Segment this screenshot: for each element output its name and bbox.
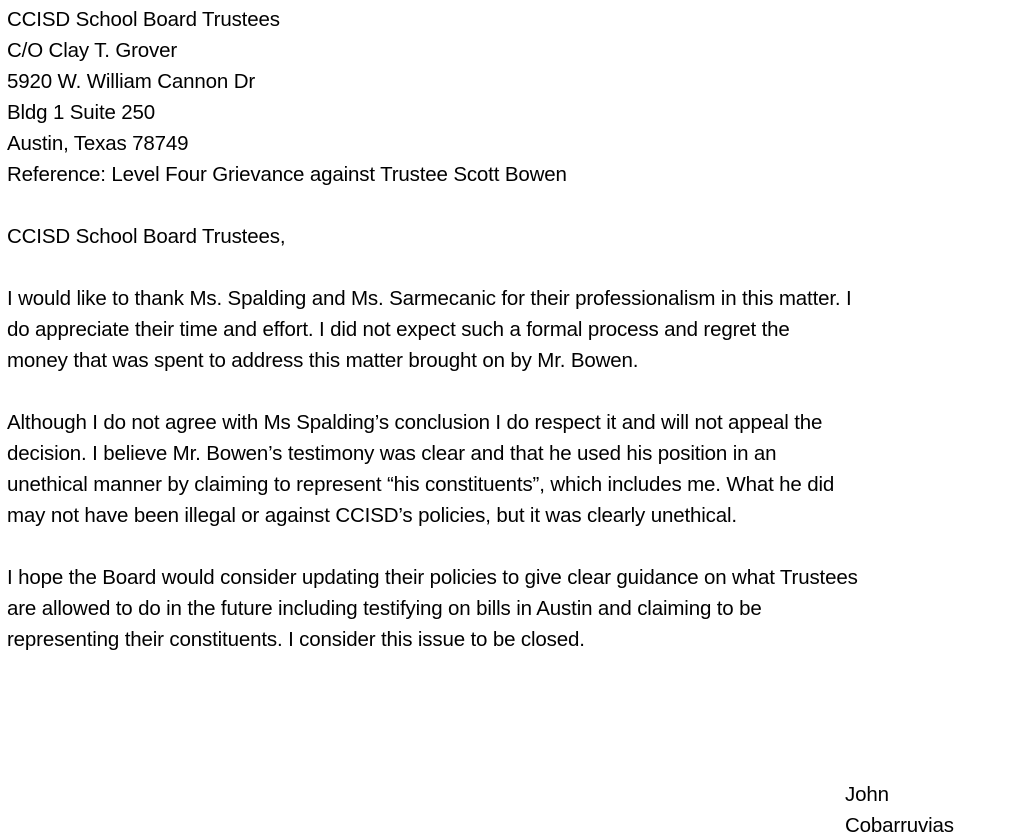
paragraph-line: do appreciate their time and effort. I did not expect such a formal process and regret the	[7, 318, 790, 341]
address-line: Austin, Texas 78749	[7, 132, 189, 155]
salutation	[7, 221, 1017, 252]
address-line: 5920 W. William Cannon Dr	[7, 70, 256, 93]
paragraph-line: unethical manner by claiming to represent “his constituents”, which includes me. What he did	[7, 473, 835, 496]
recipient-address-block	[7, 4, 1017, 190]
paragraph-line: I would like to thank Ms. Spalding and Ms. Sarmecanic for their professionalism in this matter. I	[7, 287, 852, 310]
signature-line: Cobarruvias	[845, 814, 954, 835]
salutation-line: CCISD School Board Trustees,	[7, 225, 286, 248]
paragraph-1	[7, 283, 1017, 376]
paragraph-line: money that was spent to address this matter brought on by Mr. Bowen.	[7, 349, 639, 372]
address-line: Bldg 1 Suite 250	[7, 101, 156, 124]
paragraph-line: are allowed to do in the future including testifying on bills in Austin and claiming to be	[7, 597, 762, 620]
paragraph-2	[7, 407, 1017, 531]
reference-line: Reference: Level Four Grievance against Trustee Scott Bowen	[7, 163, 567, 186]
paragraph-3	[7, 562, 1017, 655]
signature-line: John	[845, 783, 889, 806]
paragraph-line: Although I do not agree with Ms Spalding’s conclusion I do respect it and will not appeal the	[7, 411, 823, 434]
paragraph-line: may not have been illegal or against CCISD’s policies, but it was clearly unethical.	[7, 504, 737, 527]
address-line: C/O Clay T. Grover	[7, 39, 178, 62]
paragraph-line: decision. I believe Mr. Bowen’s testimony was clear and that he used his position in an	[7, 442, 777, 465]
signature-block	[845, 779, 1017, 835]
address-line: CCISD School Board Trustees	[7, 8, 280, 31]
paragraph-line: I hope the Board would consider updating their policies to give clear guidance on what Trustees	[7, 566, 858, 589]
paragraph-line: representing their constituents. I consider this issue to be closed.	[7, 628, 585, 651]
